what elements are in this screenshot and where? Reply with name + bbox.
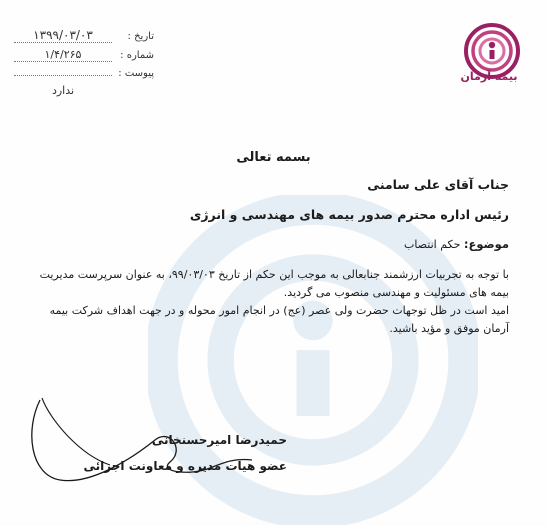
logo-text: بیمه آرمان (460, 70, 518, 83)
number-label: شماره : (120, 50, 154, 61)
date-label: تاریخ : (127, 31, 154, 42)
date-value: ۱۳۹۹/۰۳/۰۳ (14, 28, 112, 43)
number-value: ۱/۴/۲۶۵ (14, 48, 112, 62)
letter-metadata (14, 28, 154, 102)
basmala: بسمه تعالی (236, 150, 311, 165)
signatory-name: حمیدرضا امیرحسنخانی (151, 433, 287, 447)
body-paragraph-2: امید است در ظل توجهات حضرت ولی عصر (عج) در انجام امور محوله و در جهت اهداف شرکت بیمه آرمان موفق و مؤید باشید. (49, 304, 509, 335)
number-row (14, 48, 154, 68)
letter-body (39, 266, 509, 338)
attachment-label: پیوست : (118, 68, 154, 79)
attachment-line (14, 75, 112, 76)
signatory-role: عضو هیات مدیره و معاونت اجرائی (83, 459, 287, 473)
recipient-name: جناب آقای علی سامنی (367, 177, 509, 192)
body-paragraph-1: با توجه به تجربیات ارزشمند جنابعالی به موجب این حکم از تاریخ ۹۹/۰۳/۰۳، به عنوان سرپرست مدیریت بیمه های مسئولیت و مهندسی منصوب می گردید. (39, 268, 509, 299)
attachment-value: ندارد (51, 84, 75, 97)
subject-line (404, 237, 509, 251)
attachment-value-row (14, 84, 154, 102)
subject-label: موضوع: (463, 237, 509, 251)
subject-value: حکم انتصاب (404, 238, 461, 251)
date-row (14, 28, 154, 48)
recipient-title: رئیس اداره محترم صدور بیمه های مهندسی و انرژی (189, 207, 509, 222)
